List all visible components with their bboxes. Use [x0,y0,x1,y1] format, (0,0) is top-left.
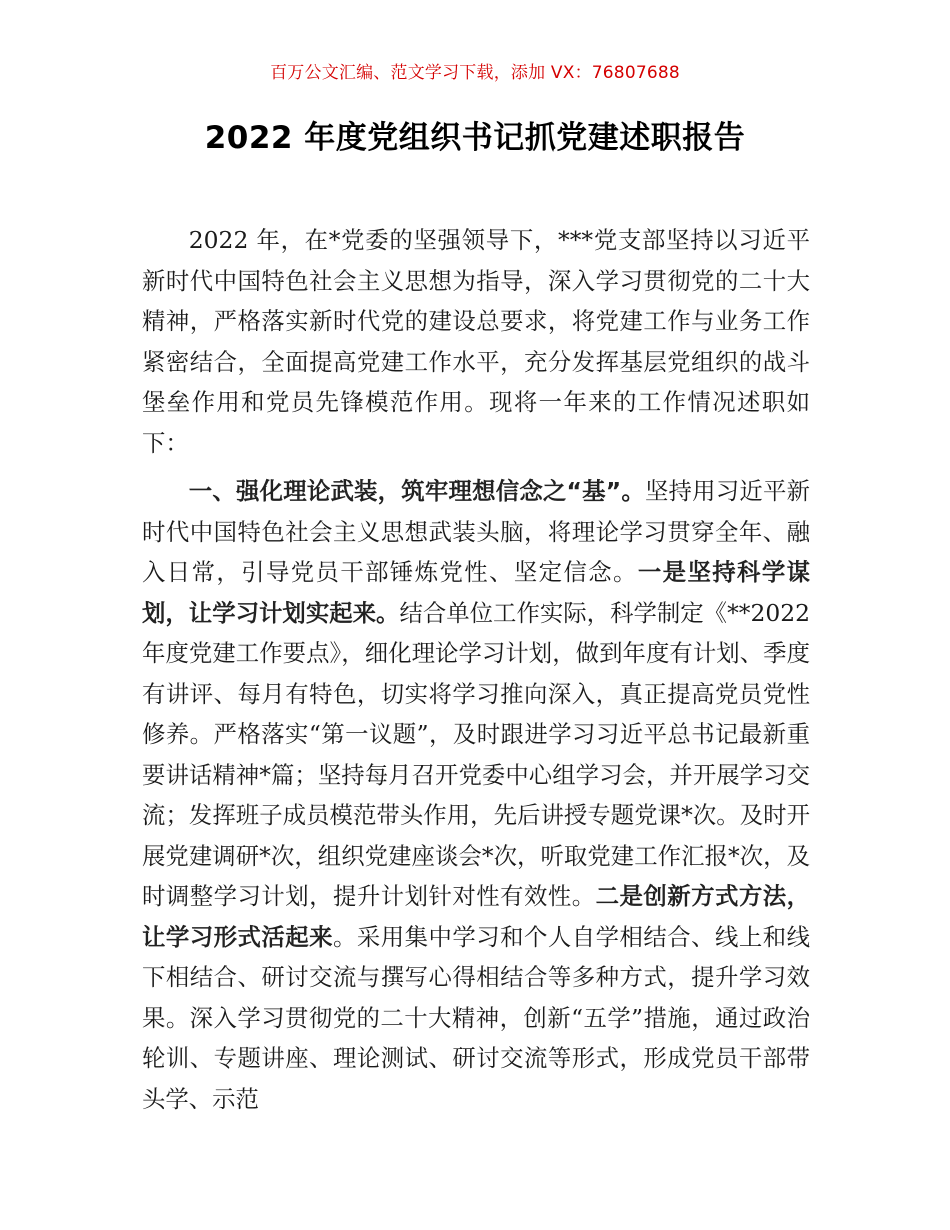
section-1-paragraph [142,471,810,1119]
point-1-text: 结合单位工作实际，科学制定《**2022 年度党建工作要点》，细化理论学习计划，做到年度有计划、季度有讲评、每月有特色，切实将学习推向深入，真正提高党员党性修养。严格落实“第一议题”，及时跟进学习习近平总书记最新重要讲话精神*篇；坚持每月召开党委中心组学习会，并开展学习交流；发挥班子成员模范带头作用，先后讲授专题党课*次。及时开展党建调研*次，组织党建座谈会*次，听取党建工作汇报*次，及时调整学习计划，提升计划针对性有效性。 [142,598,810,910]
intro-paragraph: 2022 年，在*党委的坚强领导下，***党支部坚持以习近平新时代中国特色社会主义思想为指导，深入学习贯彻党的二十大精神，严格落实新时代党的建设总要求，将党建工作与业务工作紧密结合，全面提高党建工作水平，充分发挥基层党组织的战斗堡垒作用和党员先锋模范作用。现将一年来的工作情况述职如下： [142,226,810,457]
section-1-heading: 一、强化理论武装，筑牢理想信念之“基”。 [188,477,645,505]
section-1-text: 坚持用习近平新时代中国特色社会主义思想武装头脑，将理论学习贯穿全年、融入日常，引导党员干部锤炼党性、坚定信念。 [142,477,810,586]
document-body [142,220,810,1119]
point-2-text: 。采用集中学习和个人自学相结合、线上和线下相结合、研讨交流与撰写心得相结合等多种方式，提升学习效果。深入学习贯彻党的二十大精神，创新“五学”措施，通过政治轮训、专题讲座、理论测试、研讨交流等形式，形成党员干部带头学、示范 [142,922,811,1113]
header-notice: 百万公文汇编、范文学习下载，添加 VX：76807688 [270,63,680,83]
point-2-heading: 二是创新方式方法，让学习形式活起来 [142,882,811,951]
point-1-heading: 一是坚持科学谋划，让学习计划实起来。 [142,558,811,627]
document-title: 2022 年度党组织书记抓党建述职报告 [204,120,746,156]
